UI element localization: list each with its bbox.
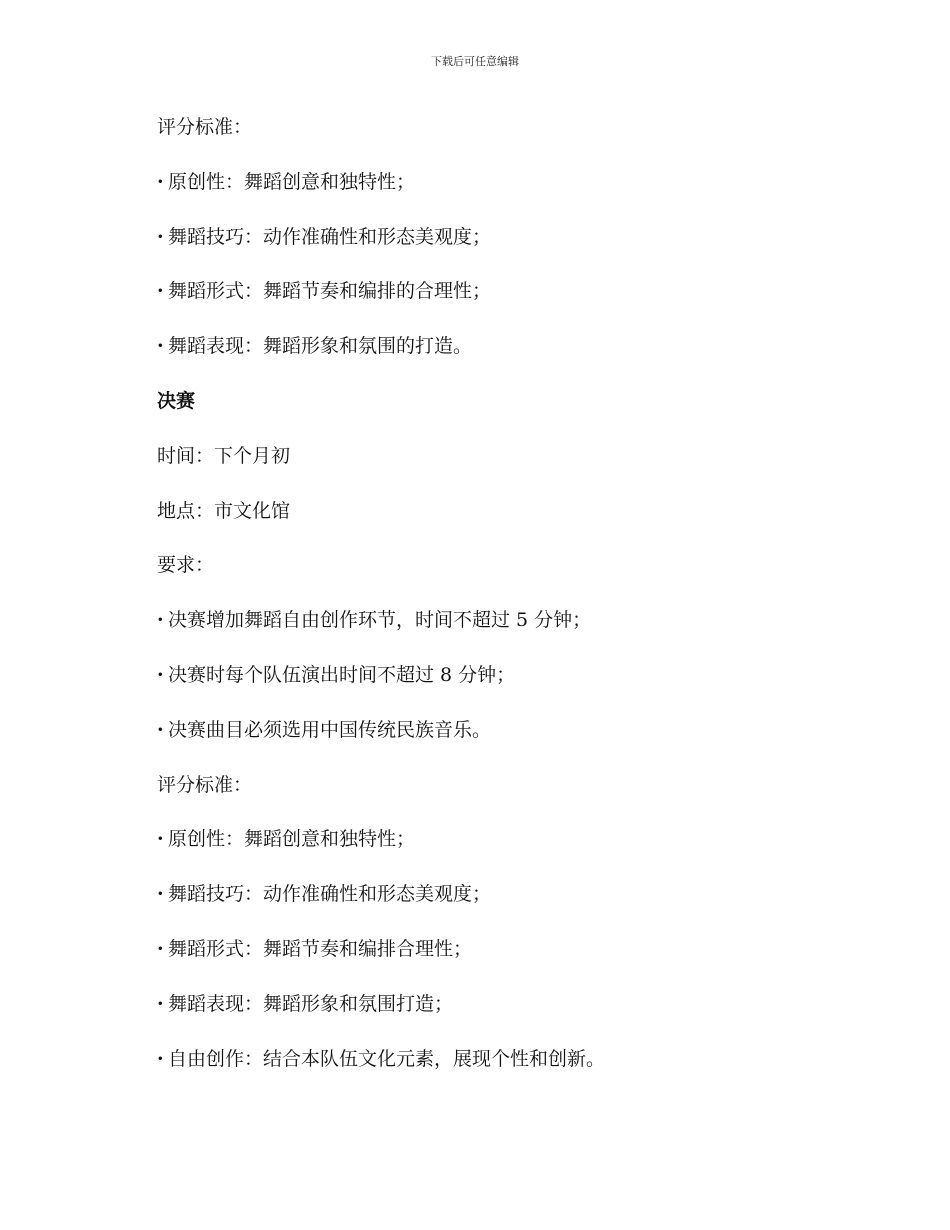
final-time: 时间：下个月初 <box>157 444 291 467</box>
requirements-label: 要求： <box>157 554 215 577</box>
final-heading: 决赛 <box>157 389 196 412</box>
bullet-icon: · <box>157 828 164 851</box>
list-item-text: 自由创作：结合本队伍文化元素，展现个性和创新。 <box>168 1047 606 1070</box>
list-item-text: 舞蹈形式：舞蹈节奏和编排的合理性； <box>168 280 492 303</box>
list-item-text: 舞蹈形式：舞蹈节奏和编排合理性； <box>168 937 473 960</box>
bullet-icon: · <box>157 663 164 686</box>
list-item-text: 决赛增加舞蹈自由创作环节，时间不超过 5 分钟； <box>168 609 592 632</box>
list-item-text: 原创性：舞蹈创意和独特性； <box>168 828 416 851</box>
list-item-text: 决赛曲目必须选用中国传统民族音乐。 <box>168 718 492 741</box>
criteria-label: 评分标准： <box>157 116 253 138</box>
list-item <box>157 879 857 934</box>
list-item <box>157 715 857 770</box>
list-item-text: 舞蹈表现：舞蹈形象和氛围打造； <box>168 992 454 1015</box>
list-item <box>157 824 857 879</box>
bullet-icon: · <box>157 718 164 741</box>
bullet-icon: · <box>157 335 164 358</box>
list-item <box>157 276 857 331</box>
bullet-icon: · <box>157 609 164 632</box>
list-item-text: 原创性：舞蹈创意和独特性； <box>168 170 416 193</box>
list-item-text: 舞蹈技巧：动作准确性和形态美观度； <box>168 883 492 906</box>
list-item-text: 舞蹈表现：舞蹈形象和氛围的打造。 <box>168 335 473 358</box>
criteria-label: 评分标准： <box>157 773 253 796</box>
list-item <box>157 660 857 715</box>
list-item <box>157 989 857 1044</box>
list-item-text: 决赛时每个队伍演出时间不超过 8 分钟； <box>168 663 516 686</box>
list-item <box>157 934 857 989</box>
bullet-icon: · <box>157 170 164 193</box>
list-item <box>157 222 857 277</box>
list-item <box>157 1044 857 1099</box>
document-body <box>157 112 857 1098</box>
list-item <box>157 331 857 386</box>
bullet-icon: · <box>157 280 164 303</box>
list-item <box>157 167 857 222</box>
page-header-note: 下载后可任意编辑 <box>431 55 519 68</box>
bullet-icon: · <box>157 937 164 960</box>
list-item <box>157 605 857 660</box>
bullet-icon: · <box>157 225 164 248</box>
bullet-icon: · <box>157 883 164 906</box>
bullet-icon: · <box>157 1047 164 1070</box>
list-item-text: 舞蹈技巧：动作准确性和形态美观度； <box>168 225 492 248</box>
bullet-icon: · <box>157 992 164 1015</box>
final-place: 地点：市文化馆 <box>157 499 291 522</box>
